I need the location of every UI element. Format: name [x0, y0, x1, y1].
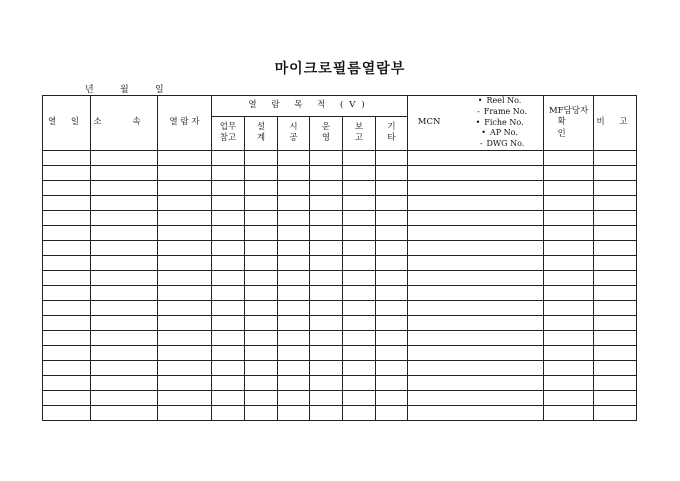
table-cell[interactable]: [594, 270, 637, 285]
table-row: [43, 330, 637, 345]
table-cell[interactable]: [594, 285, 637, 300]
table-row: [43, 210, 637, 225]
table-cell[interactable]: [278, 270, 310, 285]
table-cell[interactable]: [544, 375, 594, 390]
table-cell[interactable]: [43, 225, 91, 240]
table-cell[interactable]: [408, 240, 544, 255]
table-cell[interactable]: [594, 360, 637, 375]
table-cell[interactable]: [278, 240, 310, 255]
table-cell[interactable]: [158, 360, 212, 375]
table-cell[interactable]: [43, 360, 91, 375]
table-cell[interactable]: [594, 300, 637, 315]
table-row: [43, 345, 637, 360]
table-cell[interactable]: [91, 390, 158, 405]
table-row: [43, 390, 637, 405]
table-cell[interactable]: [278, 300, 310, 315]
table-cell[interactable]: [544, 300, 594, 315]
table-cell[interactable]: [408, 375, 544, 390]
table-cell[interactable]: [376, 240, 408, 255]
table-cell[interactable]: [343, 270, 376, 285]
table-cell[interactable]: [408, 360, 544, 375]
table-cell[interactable]: [212, 240, 245, 255]
table-cell[interactable]: [594, 315, 637, 330]
table-cell[interactable]: [376, 345, 408, 360]
mcn-item: • Reel No.: [456, 96, 543, 107]
header-mf-line2: 확 인: [557, 117, 580, 139]
table-cell[interactable]: [91, 300, 158, 315]
purpose-line1: 기: [387, 121, 396, 132]
table-row: [43, 405, 637, 420]
table-cell[interactable]: [408, 330, 544, 345]
table-cell[interactable]: [310, 255, 343, 270]
table-cell[interactable]: [343, 150, 376, 165]
table-cell[interactable]: [544, 255, 594, 270]
table-cell[interactable]: [594, 330, 637, 345]
table-cell[interactable]: [376, 195, 408, 210]
table-cell[interactable]: [43, 270, 91, 285]
table-cell[interactable]: [158, 405, 212, 420]
header-department: 소 속: [91, 96, 158, 151]
table-cell[interactable]: [408, 315, 544, 330]
table-row: [43, 285, 637, 300]
table-cell[interactable]: [43, 300, 91, 315]
table-cell[interactable]: [310, 270, 343, 285]
table-cell[interactable]: [91, 360, 158, 375]
table-cell[interactable]: [376, 165, 408, 180]
table-cell[interactable]: [212, 255, 245, 270]
table-cell[interactable]: [158, 150, 212, 165]
table-cell[interactable]: [245, 315, 278, 330]
table-cell[interactable]: [544, 315, 594, 330]
table-cell[interactable]: [544, 285, 594, 300]
table-cell[interactable]: [212, 270, 245, 285]
table-cell[interactable]: [158, 225, 212, 240]
table-cell[interactable]: [343, 390, 376, 405]
table-cell[interactable]: [544, 225, 594, 240]
table-cell[interactable]: [158, 330, 212, 345]
table-cell[interactable]: [245, 225, 278, 240]
table-cell[interactable]: [245, 210, 278, 225]
table-row: [43, 165, 637, 180]
table-cell[interactable]: [212, 165, 245, 180]
table-cell[interactable]: [310, 285, 343, 300]
table-cell[interactable]: [343, 315, 376, 330]
table-cell[interactable]: [310, 405, 343, 420]
table-cell[interactable]: [408, 255, 544, 270]
table-cell[interactable]: [408, 210, 544, 225]
table-cell[interactable]: [91, 150, 158, 165]
table-cell[interactable]: [278, 315, 310, 330]
table-cell[interactable]: [594, 255, 637, 270]
table-cell[interactable]: [245, 405, 278, 420]
table-cell[interactable]: [212, 285, 245, 300]
table-cell[interactable]: [91, 180, 158, 195]
table-cell[interactable]: [544, 180, 594, 195]
table-cell[interactable]: [594, 210, 637, 225]
purpose-line1: 업무: [219, 121, 237, 132]
table-cell[interactable]: [376, 405, 408, 420]
header-mf-confirm: [544, 96, 594, 151]
table-cell[interactable]: [278, 345, 310, 360]
mcn-item: • AP No.: [456, 128, 543, 139]
table-cell[interactable]: [376, 225, 408, 240]
table-cell[interactable]: [158, 195, 212, 210]
table-cell[interactable]: [408, 165, 544, 180]
table-cell[interactable]: [91, 285, 158, 300]
viewing-log-table: [42, 95, 637, 421]
table-cell[interactable]: [376, 315, 408, 330]
table-row: [43, 195, 637, 210]
table-cell[interactable]: [544, 360, 594, 375]
table-cell[interactable]: [245, 300, 278, 315]
table-cell[interactable]: [594, 195, 637, 210]
table-cell[interactable]: [343, 225, 376, 240]
table-cell[interactable]: [278, 255, 310, 270]
table-cell[interactable]: [310, 390, 343, 405]
table-cell[interactable]: [310, 180, 343, 195]
table-row: [43, 240, 637, 255]
table-cell[interactable]: [544, 210, 594, 225]
table-cell[interactable]: [544, 390, 594, 405]
mcn-item: • Fiche No.: [456, 118, 543, 129]
table-cell[interactable]: [158, 165, 212, 180]
table-cell[interactable]: [43, 345, 91, 360]
table-cell[interactable]: [278, 195, 310, 210]
table-cell[interactable]: [310, 375, 343, 390]
table-cell[interactable]: [376, 390, 408, 405]
table-cell[interactable]: [43, 150, 91, 165]
table-cell[interactable]: [278, 165, 310, 180]
table-cell[interactable]: [245, 150, 278, 165]
table-cell[interactable]: [43, 180, 91, 195]
table-row: [43, 270, 637, 285]
table-cell[interactable]: [343, 345, 376, 360]
purpose-line1: 운: [321, 121, 331, 132]
table-cell[interactable]: [43, 315, 91, 330]
table-cell[interactable]: [310, 330, 343, 345]
table-cell[interactable]: [212, 195, 245, 210]
page-title: 마이크로필름열람부: [274, 61, 406, 77]
table-cell[interactable]: [408, 345, 544, 360]
table-cell[interactable]: [212, 390, 245, 405]
header-date: 열 일: [43, 96, 91, 151]
header-purpose-4: [343, 116, 376, 150]
table-cell[interactable]: [544, 270, 594, 285]
table-cell[interactable]: [376, 375, 408, 390]
table-cell[interactable]: [43, 240, 91, 255]
table-cell[interactable]: [343, 360, 376, 375]
table-cell[interactable]: [158, 285, 212, 300]
table-cell[interactable]: [343, 210, 376, 225]
header-purpose-group: 열 람 목 적 (V): [212, 96, 408, 117]
header-viewer: 열 람 자: [158, 96, 212, 151]
table-cell[interactable]: [343, 255, 376, 270]
purpose-line2: 참고: [219, 133, 237, 144]
table-cell[interactable]: [158, 270, 212, 285]
purpose-line2: 영: [321, 133, 331, 144]
table-row: [43, 300, 637, 315]
table-cell[interactable]: [408, 390, 544, 405]
table-cell[interactable]: [544, 405, 594, 420]
table-cell[interactable]: [408, 150, 544, 165]
table-row: [43, 375, 637, 390]
table-cell[interactable]: [310, 165, 343, 180]
table-cell[interactable]: [310, 300, 343, 315]
mcn-header-layout: [408, 96, 543, 150]
table-row: [43, 360, 637, 375]
table-cell[interactable]: [544, 165, 594, 180]
purpose-line1: 시: [289, 121, 298, 132]
table-cell[interactable]: [91, 240, 158, 255]
table-cell[interactable]: [310, 210, 343, 225]
table-cell[interactable]: [158, 255, 212, 270]
table-cell[interactable]: [245, 330, 278, 345]
table-cell[interactable]: [343, 240, 376, 255]
table-cell[interactable]: [544, 150, 594, 165]
table-cell[interactable]: [245, 255, 278, 270]
header-purpose-2: [278, 116, 310, 150]
purpose-line1: 보: [354, 121, 364, 132]
table-cell[interactable]: [91, 255, 158, 270]
table-cell[interactable]: [158, 300, 212, 315]
table-cell[interactable]: [91, 330, 158, 345]
table-cell[interactable]: [43, 285, 91, 300]
table-cell[interactable]: [408, 195, 544, 210]
date-month-label: 월: [120, 85, 129, 95]
table-cell[interactable]: [278, 180, 310, 195]
table-cell[interactable]: [310, 195, 343, 210]
table-cell[interactable]: [245, 270, 278, 285]
table-cell[interactable]: [158, 210, 212, 225]
purpose-line2: 계: [256, 133, 266, 144]
header-mf-line1: MF담당자: [548, 105, 589, 116]
table-cell[interactable]: [158, 390, 212, 405]
table-cell[interactable]: [594, 405, 637, 420]
table-cell[interactable]: [245, 195, 278, 210]
table-cell[interactable]: [343, 180, 376, 195]
table-cell[interactable]: [310, 150, 343, 165]
table-cell[interactable]: [212, 225, 245, 240]
table-cell[interactable]: [91, 375, 158, 390]
table-cell[interactable]: [594, 165, 637, 180]
purpose-line2: 고: [354, 133, 364, 144]
table-cell[interactable]: [594, 390, 637, 405]
table-cell[interactable]: [91, 345, 158, 360]
header-purpose-1: [245, 116, 278, 150]
mcn-item: - DWG No.: [456, 139, 543, 150]
table-cell[interactable]: [594, 180, 637, 195]
table-cell[interactable]: [43, 195, 91, 210]
table-cell[interactable]: [245, 240, 278, 255]
purpose-line2: 타: [387, 133, 396, 144]
table-cell[interactable]: [376, 300, 408, 315]
date-year-label: 년: [85, 85, 94, 95]
table-cell[interactable]: [245, 390, 278, 405]
table-cell[interactable]: [245, 285, 278, 300]
table-cell[interactable]: [91, 315, 158, 330]
table-cell[interactable]: [278, 390, 310, 405]
table-cell[interactable]: [376, 270, 408, 285]
table-row: [43, 255, 637, 270]
table-cell[interactable]: [158, 345, 212, 360]
table-cell[interactable]: [212, 330, 245, 345]
table-row: [43, 315, 637, 330]
table-cell[interactable]: [343, 330, 376, 345]
table-cell[interactable]: [343, 375, 376, 390]
table-cell[interactable]: [278, 360, 310, 375]
table-cell[interactable]: [594, 375, 637, 390]
table-cell[interactable]: [245, 180, 278, 195]
table-cell[interactable]: [212, 405, 245, 420]
table-cell[interactable]: [594, 345, 637, 360]
table-cell[interactable]: [544, 330, 594, 345]
mcn-label: MCN: [417, 117, 441, 128]
table-cell[interactable]: [158, 375, 212, 390]
table-cell[interactable]: [343, 165, 376, 180]
table-cell[interactable]: [408, 285, 544, 300]
header-purpose-0: [212, 116, 245, 150]
table-cell[interactable]: [43, 210, 91, 225]
header-purpose-3: [310, 116, 343, 150]
table-cell[interactable]: [212, 375, 245, 390]
mcn-number-list: [450, 96, 543, 150]
table-cell[interactable]: [245, 165, 278, 180]
table-cell[interactable]: [91, 195, 158, 210]
table-cell[interactable]: [544, 345, 594, 360]
table-row: [43, 180, 637, 195]
table-cell[interactable]: [43, 330, 91, 345]
table-cell[interactable]: [212, 315, 245, 330]
table-cell[interactable]: [408, 405, 544, 420]
table-cell[interactable]: [278, 405, 310, 420]
table-cell[interactable]: [212, 150, 245, 165]
table-cell[interactable]: [158, 240, 212, 255]
table-cell[interactable]: [245, 345, 278, 360]
table-row: [43, 225, 637, 240]
table-cell[interactable]: [278, 285, 310, 300]
table-cell[interactable]: [43, 255, 91, 270]
purpose-line2: 공: [289, 133, 298, 144]
table-cell[interactable]: [43, 405, 91, 420]
table-cell[interactable]: [91, 270, 158, 285]
table-cell[interactable]: [278, 330, 310, 345]
table-cell[interactable]: [376, 210, 408, 225]
table-cell[interactable]: [43, 165, 91, 180]
table-cell[interactable]: [212, 300, 245, 315]
table-cell[interactable]: [343, 285, 376, 300]
table-cell[interactable]: [91, 225, 158, 240]
table-cell[interactable]: [310, 345, 343, 360]
table-cell[interactable]: [158, 315, 212, 330]
purpose-line1: 설: [256, 121, 266, 132]
table-cell[interactable]: [212, 210, 245, 225]
mcn-item: - Frame No.: [456, 107, 543, 118]
table-cell[interactable]: [245, 360, 278, 375]
table-cell[interactable]: [408, 180, 544, 195]
table-cell[interactable]: [408, 225, 544, 240]
table-cell[interactable]: [544, 240, 594, 255]
header-remarks: 비 고: [594, 96, 637, 151]
table-cell[interactable]: [594, 150, 637, 165]
table-cell[interactable]: [376, 150, 408, 165]
table-cell[interactable]: [310, 360, 343, 375]
table-cell[interactable]: [408, 270, 544, 285]
table-cell[interactable]: [376, 360, 408, 375]
table-cell[interactable]: [278, 150, 310, 165]
table-cell[interactable]: [310, 315, 343, 330]
table-cell[interactable]: [212, 345, 245, 360]
table-cell[interactable]: [408, 300, 544, 315]
header-mcn: [408, 96, 544, 151]
table-cell[interactable]: [343, 405, 376, 420]
table-cell[interactable]: [376, 255, 408, 270]
table-cell[interactable]: [376, 330, 408, 345]
header-purpose-5: [376, 116, 408, 150]
table-cell[interactable]: [594, 225, 637, 240]
table-cell[interactable]: [376, 180, 408, 195]
table-cell[interactable]: [278, 210, 310, 225]
date-day-label: 일: [155, 85, 164, 95]
table-row: [43, 150, 637, 165]
table-cell[interactable]: [594, 240, 637, 255]
table-cell[interactable]: [278, 375, 310, 390]
table-cell[interactable]: [343, 300, 376, 315]
table-cell[interactable]: [91, 165, 158, 180]
table-cell[interactable]: [212, 180, 245, 195]
table-cell[interactable]: [158, 180, 212, 195]
table-cell[interactable]: [245, 375, 278, 390]
table-cell[interactable]: [544, 195, 594, 210]
table-cell[interactable]: [310, 225, 343, 240]
table-cell[interactable]: [343, 195, 376, 210]
table-cell[interactable]: [212, 360, 245, 375]
table-cell[interactable]: [91, 210, 158, 225]
table-cell[interactable]: [43, 390, 91, 405]
table-cell[interactable]: [278, 225, 310, 240]
table-cell[interactable]: [376, 285, 408, 300]
table-cell[interactable]: [310, 240, 343, 255]
table-cell[interactable]: [43, 375, 91, 390]
table-cell[interactable]: [91, 405, 158, 420]
